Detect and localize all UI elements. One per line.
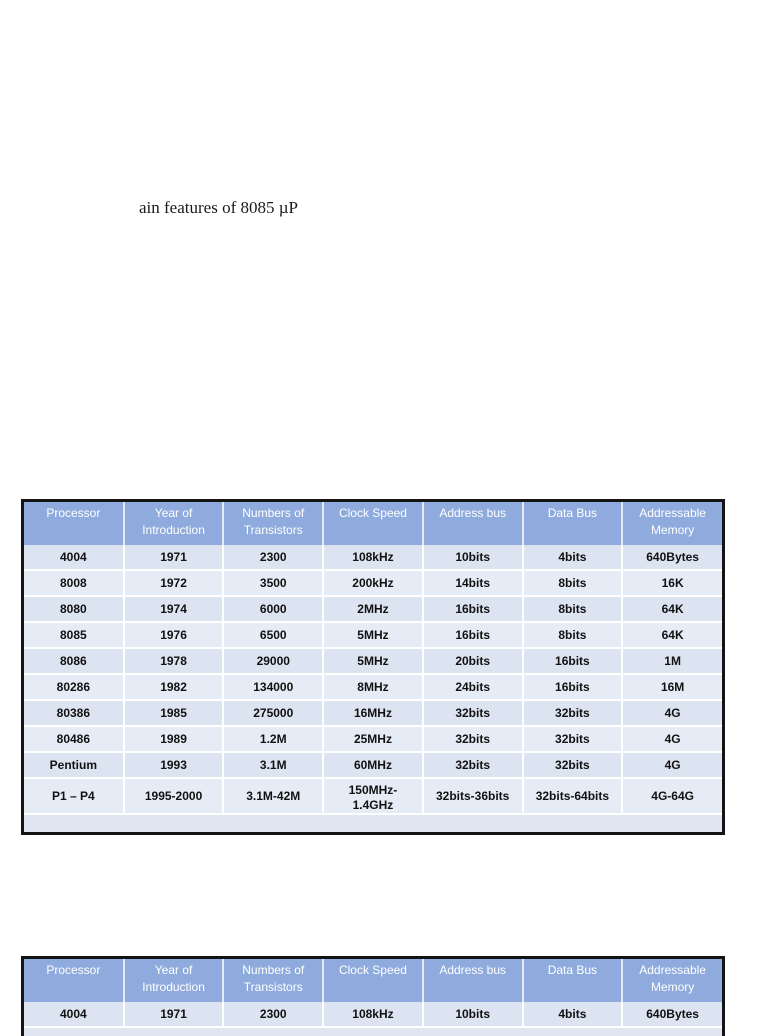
table-cell: 1982 bbox=[124, 674, 224, 700]
table-cell: 1995-2000 bbox=[124, 778, 224, 814]
table-cell: 32bits bbox=[423, 726, 523, 752]
table-cell: 16K bbox=[622, 570, 722, 596]
table-cell: 16MHz bbox=[323, 700, 423, 726]
table-row bbox=[24, 700, 722, 726]
table-row bbox=[24, 752, 722, 778]
table-row bbox=[24, 596, 722, 622]
table-cell: Pentium bbox=[24, 752, 124, 778]
table-cell: 10bits bbox=[423, 1002, 523, 1027]
table-cell: 8bits bbox=[523, 596, 623, 622]
table-cell: 80286 bbox=[24, 674, 124, 700]
table-cell: 8bits bbox=[523, 570, 623, 596]
table-row bbox=[24, 674, 722, 700]
processor-table-image bbox=[21, 499, 725, 835]
table-cell: 4004 bbox=[24, 545, 124, 570]
table-cell: 8080 bbox=[24, 596, 124, 622]
table-cell: 108kHz bbox=[323, 545, 423, 570]
column-header: Addressable Memory bbox=[622, 502, 722, 545]
table-cell: 108kHz bbox=[323, 1002, 423, 1027]
table-header-row bbox=[24, 959, 722, 1002]
column-header: Processor bbox=[24, 959, 124, 1002]
column-header: Addressable Memory bbox=[622, 959, 722, 1002]
table-cell: 25MHz bbox=[323, 726, 423, 752]
processor-table-repeat bbox=[24, 959, 722, 1028]
table-cell: 8008 bbox=[24, 570, 124, 596]
table-cell: 1971 bbox=[124, 545, 224, 570]
table-cell: 32bits bbox=[523, 700, 623, 726]
column-header: Clock Speed bbox=[323, 959, 423, 1002]
column-header: Address bus bbox=[423, 502, 523, 545]
table-cell: 32bits-36bits bbox=[423, 778, 523, 814]
table-cell: 275000 bbox=[223, 700, 323, 726]
column-header: Numbers of Transistors bbox=[223, 502, 323, 545]
table-cell: 32bits bbox=[523, 752, 623, 778]
table-cell: 1971 bbox=[124, 1002, 224, 1027]
table-cell: 4G bbox=[622, 726, 722, 752]
table-cell: 1976 bbox=[124, 622, 224, 648]
table-cell: 6500 bbox=[223, 622, 323, 648]
table-row bbox=[24, 545, 722, 570]
table-cell: 3.1M-42M bbox=[223, 778, 323, 814]
table-cell: 4G-64G bbox=[622, 778, 722, 814]
column-header: Clock Speed bbox=[323, 502, 423, 545]
table-cell: P1 – P4 bbox=[24, 778, 124, 814]
table-cell: 8085 bbox=[24, 622, 124, 648]
table-cell: 640Bytes bbox=[622, 545, 722, 570]
table-cell: 16bits bbox=[523, 648, 623, 674]
table-cell: 1978 bbox=[124, 648, 224, 674]
table-cell: 1985 bbox=[124, 700, 224, 726]
table-cell: 80486 bbox=[24, 726, 124, 752]
table-cell: 1972 bbox=[124, 570, 224, 596]
table-cell: 150MHz- 1.4GHz bbox=[323, 778, 423, 814]
table-row bbox=[24, 622, 722, 648]
table-cell: 200kHz bbox=[323, 570, 423, 596]
table-cell: 2MHz bbox=[323, 596, 423, 622]
table-cell: 32bits bbox=[423, 700, 523, 726]
table-cell: 4bits bbox=[523, 1002, 623, 1027]
table-cell: 1.2M bbox=[223, 726, 323, 752]
table-cell: 4004 bbox=[24, 1002, 124, 1027]
table-cell: 60MHz bbox=[323, 752, 423, 778]
table-cell: 8086 bbox=[24, 648, 124, 674]
table-row bbox=[24, 648, 722, 674]
table-cell: 16bits bbox=[423, 622, 523, 648]
table-cell: 29000 bbox=[223, 648, 323, 674]
table-cell: 32bits bbox=[423, 752, 523, 778]
column-header: Year of Introduction bbox=[124, 502, 224, 545]
table-cell: 134000 bbox=[223, 674, 323, 700]
table-cell: 640Bytes bbox=[622, 1002, 722, 1027]
table-cell: 4G bbox=[622, 700, 722, 726]
table-cell: 4bits bbox=[523, 545, 623, 570]
table-cell: 2300 bbox=[223, 1002, 323, 1027]
table-cell: 5MHz bbox=[323, 648, 423, 674]
table-cell: 1M bbox=[622, 648, 722, 674]
table-cell: 1989 bbox=[124, 726, 224, 752]
column-header: Numbers of Transistors bbox=[223, 959, 323, 1002]
table-cell: 10bits bbox=[423, 545, 523, 570]
table-cell: 64K bbox=[622, 596, 722, 622]
processor-table-image-repeat bbox=[21, 956, 725, 1036]
table-cell: 16bits bbox=[423, 596, 523, 622]
table-cell: 1974 bbox=[124, 596, 224, 622]
column-header: Data Bus bbox=[523, 502, 623, 545]
table-cell: 4G bbox=[622, 752, 722, 778]
table-cell: 32bits bbox=[523, 726, 623, 752]
table-row bbox=[24, 1002, 722, 1027]
column-header: Processor bbox=[24, 502, 124, 545]
table-cell: 5MHz bbox=[323, 622, 423, 648]
table-cell: 32bits-64bits bbox=[523, 778, 623, 814]
table-row bbox=[24, 726, 722, 752]
processor-table bbox=[24, 502, 722, 815]
table-cell: 20bits bbox=[423, 648, 523, 674]
table-cell: 1993 bbox=[124, 752, 224, 778]
table-cell: 24bits bbox=[423, 674, 523, 700]
column-header: Data Bus bbox=[523, 959, 623, 1002]
column-header: Address bus bbox=[423, 959, 523, 1002]
column-header: Year of Introduction bbox=[124, 959, 224, 1002]
table-cell: 14bits bbox=[423, 570, 523, 596]
table-cell: 80386 bbox=[24, 700, 124, 726]
table-cell: 6000 bbox=[223, 596, 323, 622]
table-cell: 8bits bbox=[523, 622, 623, 648]
table-cell: 3500 bbox=[223, 570, 323, 596]
table-row bbox=[24, 570, 722, 596]
table-cell: 3.1M bbox=[223, 752, 323, 778]
table-header-row bbox=[24, 502, 722, 545]
table-cell: 16M bbox=[622, 674, 722, 700]
page-heading: ain features of 8085 µP bbox=[139, 198, 298, 217]
table-cell: 16bits bbox=[523, 674, 623, 700]
table-row bbox=[24, 778, 722, 814]
table-cell: 8MHz bbox=[323, 674, 423, 700]
table-cell: 2300 bbox=[223, 545, 323, 570]
table-cell: 64K bbox=[622, 622, 722, 648]
